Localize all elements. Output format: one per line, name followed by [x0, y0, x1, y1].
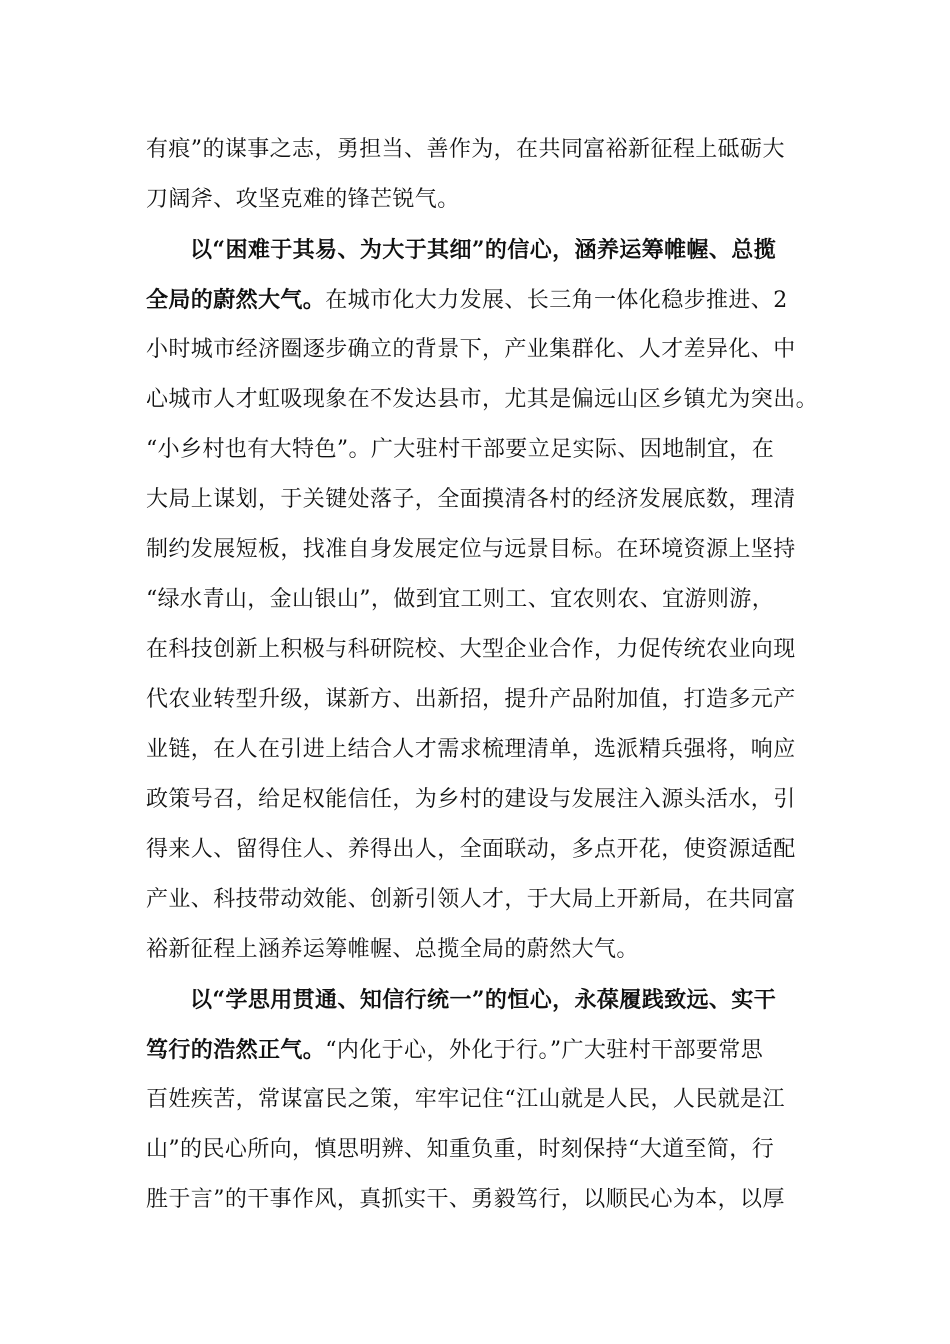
line-text: 心城市人才虹吸现象在不发达县市，尤其是偏远山区乡镇尤为突出。: [146, 387, 819, 412]
text-line: [146, 723, 806, 777]
text-line: [146, 623, 806, 677]
text-line: [146, 923, 806, 977]
line-text: 制约发展短板，找准自身发展定位与远景目标。在环境资源上坚持: [146, 537, 796, 562]
line-text: 代农业转型升级，谋新方、出新招，提升产品附加值，打造多元产: [146, 687, 796, 712]
line-text: 得来人、留得住人、养得出人，全面联动，多点开花，使资源适配: [146, 837, 796, 862]
line-text: 在城市化大力发展、长三角一体化稳步推进、2: [325, 288, 788, 313]
text-line: [146, 573, 806, 627]
text-line: [146, 773, 806, 827]
line-text: 在科技创新上积极与科研院校、大型企业合作，力促传统农业向现: [146, 637, 796, 662]
text-line: [146, 323, 806, 377]
text-line: [146, 1073, 806, 1127]
line-text: 裕新征程上涵养运筹帷幄、总揽全局的蔚然大气。: [146, 937, 639, 962]
line-text: “绿水青山，金山银山”，做到宜工则工、宜农则农、宜游则游，: [146, 587, 775, 612]
line-text: 百姓疾苦，常谋富民之策，牢牢记住“江山就是人民，人民就是江: [146, 1087, 785, 1112]
line-text: 胜于言”的干事作风，真抓实干、勇毅笃行，以顺民心为本，以厚: [146, 1187, 785, 1212]
text-line: [146, 473, 806, 527]
text-line: [146, 273, 806, 327]
bold-lead-text: 笃行的浩然正气。: [146, 1037, 326, 1063]
text-line: [146, 523, 806, 577]
text-line: [146, 873, 806, 927]
line-text: 山”的民心所向，慎思明辨、知重负重，时刻保持“大道至简，行: [146, 1137, 775, 1162]
line-text: 有痕”的谋事之志，勇担当、善作为，在共同富裕新征程上砥砺大: [146, 137, 785, 162]
text-line: [146, 123, 806, 177]
line-text: 产业、科技带动效能、创新引领人才，于大局上开新局，在共同富: [146, 887, 796, 912]
text-line: [146, 1123, 806, 1177]
bold-lead-text: 以“困难于其易、为大于其细”的信心，涵养运筹帷幄、总揽: [190, 237, 777, 263]
line-text: “内化于心，外化于行。”广大驻村干部要常思: [325, 1038, 764, 1063]
text-line: [146, 373, 819, 427]
text-line: [146, 423, 806, 477]
line-text: 刀阔斧、攻坚克难的锋芒锐气。: [146, 187, 460, 212]
line-text: 政策号召，给足权能信任，为乡村的建设与发展注入源头活水，引: [146, 787, 796, 812]
text-line: [146, 1173, 806, 1227]
paragraph-heading-line: [190, 223, 806, 277]
line-text: 业链，在人在引进上结合人才需求梳理清单，选派精兵强将，响应: [146, 737, 796, 762]
bold-lead-text: 以“学思用贯通、知信行统一”的恒心，永葆履践致远、实干: [190, 987, 777, 1013]
text-line: [146, 1023, 806, 1077]
line-text: “小乡村也有大特色”。广大驻村干部要立足实际、因地制宜，在: [146, 437, 775, 462]
line-text: 大局上谋划，于关键处落子，全面摸清各村的经济发展底数，理清: [146, 487, 796, 512]
paragraph-heading-line: [190, 973, 806, 1027]
text-line: [146, 673, 806, 727]
bold-lead-text: 全局的蔚然大气。: [146, 287, 326, 313]
text-line: [146, 823, 806, 877]
text-line: [146, 173, 806, 227]
line-text: 小时城市经济圈逐步确立的背景下，产业集群化、人才差异化、中: [146, 337, 796, 362]
